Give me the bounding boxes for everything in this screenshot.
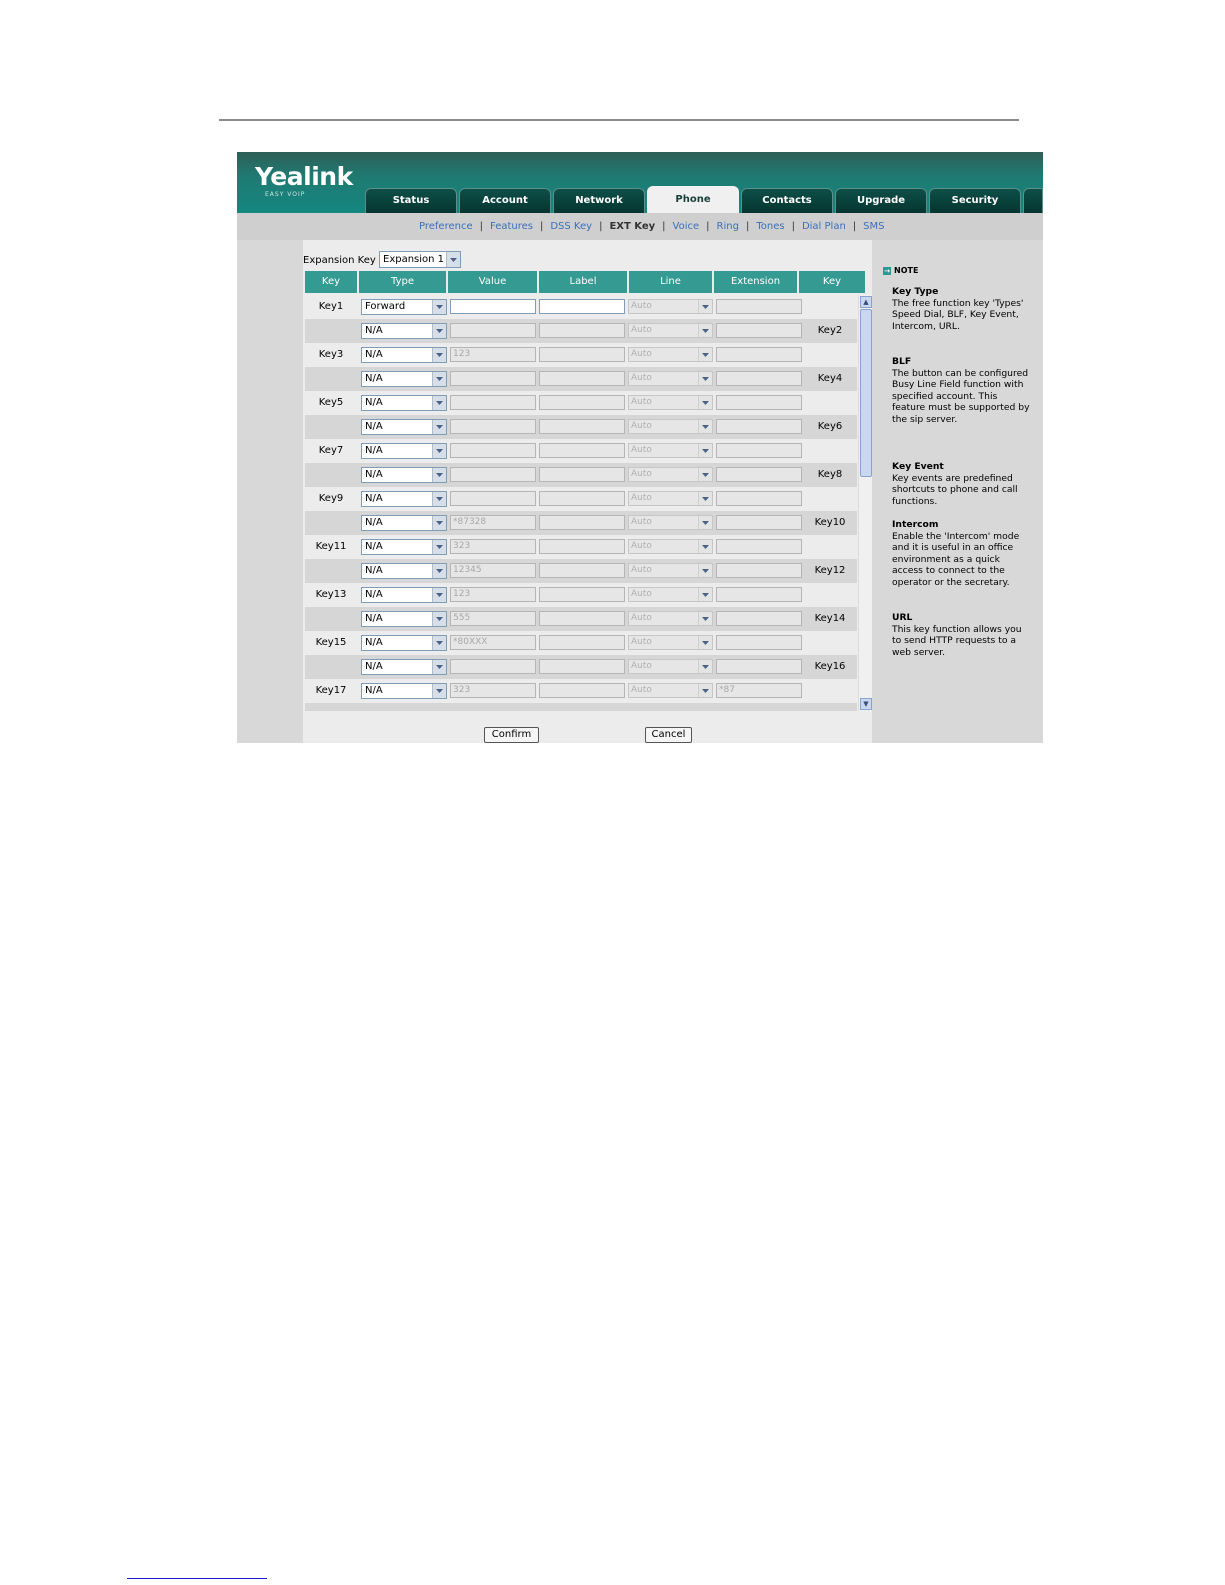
type-value: N/A: [365, 493, 383, 504]
label-field[interactable]: [539, 299, 625, 314]
line-value: Auto: [631, 685, 652, 695]
line-value: Auto: [631, 349, 652, 359]
subnav-dss-key[interactable]: DSS Key: [550, 221, 593, 232]
tab-contacts[interactable]: Contacts: [741, 188, 833, 213]
note-text: Enable the 'Intercom' mode and it is useful in an office environment as a quick access to connect to the operator or the secretary.: [892, 530, 1020, 588]
expansion-key-select[interactable]: [379, 251, 461, 268]
table-row: [305, 535, 857, 559]
value-field[interactable]: *87328: [450, 515, 536, 530]
extension-field[interactable]: [716, 491, 802, 506]
chevron-down-icon: [698, 588, 712, 601]
type-value: N/A: [365, 637, 383, 648]
extension-field[interactable]: [716, 515, 802, 530]
line-value: Auto: [631, 541, 652, 551]
subnav-ring[interactable]: Ring: [716, 221, 739, 232]
table-row: [305, 487, 857, 511]
line-select[interactable]: [628, 611, 713, 626]
tab-network[interactable]: Network: [553, 188, 645, 213]
chevron-down-icon: [698, 492, 712, 505]
type-value: N/A: [365, 325, 383, 336]
subnav-voice[interactable]: Voice: [672, 221, 700, 232]
type-select[interactable]: [361, 635, 447, 651]
value-field[interactable]: *80XXX: [450, 635, 536, 650]
key-table-body[interactable]: [305, 295, 857, 711]
note-title: Intercom: [892, 519, 939, 530]
type-select[interactable]: [361, 395, 447, 411]
ext-key-panel: [303, 240, 872, 743]
chevron-down-icon: [432, 540, 446, 554]
value-field[interactable]: [450, 299, 536, 314]
key-label: Key7: [318, 445, 344, 456]
note-title: BLF: [892, 356, 912, 367]
type-value: N/A: [365, 541, 383, 552]
note-text: Key events are predefined shortcuts to phone and call functions.: [892, 472, 1018, 507]
column-header-line: Line: [629, 271, 712, 293]
note-sidebar: [873, 240, 1043, 743]
table-row: [305, 391, 857, 415]
table-row: [305, 463, 857, 487]
label-field[interactable]: [539, 659, 625, 674]
type-value: N/A: [365, 517, 383, 528]
subnav-preference[interactable]: Preference: [419, 221, 473, 232]
key-label-right: Key12: [814, 565, 846, 576]
value-field[interactable]: [450, 395, 536, 410]
note-heading: [883, 266, 918, 275]
chevron-down-icon: [432, 660, 446, 674]
key-label-right: Key10: [814, 517, 846, 528]
line-value: Auto: [631, 565, 652, 575]
extension-field[interactable]: [716, 323, 802, 338]
line-select[interactable]: [628, 419, 713, 434]
note-heading-text: NOTE: [894, 266, 919, 275]
value-field[interactable]: [450, 467, 536, 482]
label-field[interactable]: [539, 467, 625, 482]
sub-navigation: Preference | Features | DSS Key | EXT Key | Voice | Ring | Tones | Dial Plan | SMS: [237, 213, 1043, 240]
table-row: [305, 367, 857, 391]
chevron-down-icon: [432, 468, 446, 482]
type-value: N/A: [365, 589, 383, 600]
tab-edge: [1023, 188, 1043, 213]
line-select[interactable]: [628, 323, 713, 338]
table-scrollbar[interactable]: [858, 295, 872, 711]
label-field[interactable]: [539, 419, 625, 434]
key-label: Key13: [315, 589, 347, 600]
line-value: Auto: [631, 445, 652, 455]
value-field[interactable]: 123: [450, 587, 536, 602]
chevron-down-icon: [432, 324, 446, 338]
type-select[interactable]: [361, 347, 447, 363]
type-value: N/A: [365, 445, 383, 456]
chevron-down-icon: [432, 420, 446, 434]
type-select[interactable]: [361, 683, 447, 699]
table-header: [305, 271, 865, 293]
chevron-down-icon: [698, 420, 712, 433]
note-icon: →: [884, 266, 890, 275]
key-label-right: Key2: [817, 325, 843, 336]
chevron-down-icon: [432, 588, 446, 602]
chevron-down-icon: [432, 516, 446, 530]
line-value: Auto: [631, 373, 652, 383]
extension-field[interactable]: [716, 347, 802, 362]
chevron-down-icon: [698, 396, 712, 409]
column-header-type: Type: [359, 271, 446, 293]
line-select[interactable]: [628, 683, 713, 698]
table-row: [305, 415, 857, 439]
key-label: Key15: [315, 637, 347, 648]
extension-field[interactable]: [716, 443, 802, 458]
line-value: Auto: [631, 421, 652, 431]
value-field[interactable]: 123: [450, 347, 536, 362]
type-select[interactable]: [361, 299, 447, 315]
expansion-key-value: Expansion 1: [383, 254, 445, 265]
chevron-down-icon: [432, 612, 446, 626]
key-label: Key9: [318, 493, 344, 504]
type-select[interactable]: [361, 515, 447, 531]
value-field[interactable]: 555: [450, 611, 536, 626]
type-value: N/A: [365, 565, 383, 576]
table-row: [305, 703, 857, 711]
value-field[interactable]: [450, 491, 536, 506]
type-value: N/A: [365, 469, 383, 480]
line-select[interactable]: [628, 371, 713, 386]
value-field[interactable]: 323: [450, 683, 536, 698]
extension-field[interactable]: [716, 395, 802, 410]
scroll-up-icon[interactable]: ▲: [860, 296, 872, 308]
table-row: [305, 343, 857, 367]
value-field[interactable]: [450, 371, 536, 386]
label-field[interactable]: [539, 539, 625, 554]
cancel-button[interactable]: Cancel: [645, 727, 692, 743]
type-select[interactable]: [361, 491, 447, 507]
page-top-rule: [219, 119, 1019, 121]
type-value: N/A: [365, 373, 383, 384]
value-field[interactable]: 323: [450, 539, 536, 554]
label-field[interactable]: [539, 635, 625, 650]
note-text: The free function key 'Types' Speed Dial, BLF, Key Event, Intercom, URL.: [892, 297, 1024, 332]
extension-field[interactable]: [716, 371, 802, 386]
logo-tagline: EASY VOIP: [265, 191, 306, 198]
type-select[interactable]: [361, 467, 447, 483]
note-text: This key function allows you to send HTTP requests to a web server.: [892, 623, 1022, 658]
line-value: Auto: [631, 517, 652, 527]
label-field[interactable]: [539, 491, 625, 506]
value-field[interactable]: [450, 443, 536, 458]
scroll-down-icon[interactable]: ▼: [860, 698, 872, 710]
line-select[interactable]: [628, 635, 713, 650]
note-title: Key Event: [892, 461, 944, 472]
line-select[interactable]: [628, 299, 713, 314]
table-row: [305, 607, 857, 631]
key-label: Key3: [318, 349, 344, 360]
column-header-label: Label: [539, 271, 627, 293]
note-url: [892, 612, 1032, 658]
label-field[interactable]: [539, 515, 625, 530]
type-value: N/A: [365, 685, 383, 696]
key-label: Key5: [318, 397, 344, 408]
line-value: Auto: [631, 589, 652, 599]
key-label-right: Key6: [817, 421, 843, 432]
line-value: Auto: [631, 637, 652, 647]
note-key-event: [892, 461, 1032, 507]
chevron-down-icon: [698, 660, 712, 673]
key-label-right: Key14: [814, 613, 846, 624]
column-header-extension: Extension: [714, 271, 797, 293]
chevron-down-icon: [432, 300, 446, 314]
note-title: URL: [892, 612, 913, 623]
extension-field[interactable]: [716, 467, 802, 482]
footer-link-underline: [127, 1578, 267, 1579]
note-title: Key Type: [892, 286, 939, 297]
line-value: Auto: [631, 301, 652, 311]
tab-status[interactable]: Status: [365, 188, 457, 213]
type-select[interactable]: [361, 419, 447, 435]
line-select[interactable]: [628, 491, 713, 506]
table-row: [305, 511, 857, 535]
label-field[interactable]: [539, 683, 625, 698]
type-value: Forward: [365, 301, 406, 312]
chevron-down-icon: [432, 564, 446, 578]
note-key-type: [892, 286, 1032, 332]
column-header-value: Value: [448, 271, 537, 293]
type-value: N/A: [365, 661, 383, 672]
chevron-down-icon: [432, 444, 446, 458]
table-row: [305, 655, 857, 679]
chevron-down-icon: [698, 564, 712, 577]
chevron-down-icon: [698, 612, 712, 625]
browser-screenshot: [237, 152, 1043, 743]
chevron-down-icon: [698, 324, 712, 337]
chevron-down-icon: [432, 396, 446, 410]
line-select[interactable]: [628, 539, 713, 554]
left-gutter: [237, 240, 303, 743]
line-value: Auto: [631, 613, 652, 623]
type-value: N/A: [365, 349, 383, 360]
chevron-down-icon: [432, 684, 446, 698]
type-select[interactable]: [361, 371, 447, 387]
note-blf: [892, 356, 1032, 426]
chevron-down-icon: [698, 516, 712, 529]
app-header: [237, 152, 1043, 213]
extension-field[interactable]: [716, 659, 802, 674]
chevron-down-icon: [446, 252, 460, 267]
subnav-tones[interactable]: Tones: [756, 221, 785, 232]
key-label-right: Key16: [814, 661, 846, 672]
extension-field[interactable]: [716, 299, 802, 314]
expansion-key-label: Expansion Key: [303, 255, 376, 266]
tab-phone[interactable]: Phone: [647, 186, 739, 213]
column-header-key: Key: [305, 271, 357, 293]
type-select[interactable]: [361, 539, 447, 555]
label-field[interactable]: [539, 347, 625, 362]
type-select[interactable]: [361, 587, 447, 603]
line-value: Auto: [631, 397, 652, 407]
chevron-down-icon: [432, 636, 446, 650]
extension-field[interactable]: [716, 635, 802, 650]
chevron-down-icon: [698, 372, 712, 385]
subnav-sms[interactable]: SMS: [863, 221, 885, 232]
tab-account[interactable]: Account: [459, 188, 551, 213]
extension-field[interactable]: [716, 419, 802, 434]
extension-field[interactable]: [716, 611, 802, 626]
chevron-down-icon: [698, 684, 712, 697]
line-select[interactable]: [628, 347, 713, 362]
line-select[interactable]: [628, 587, 713, 602]
value-field[interactable]: 12345: [450, 563, 536, 578]
type-select[interactable]: [361, 611, 447, 627]
key-label-right: Key8: [817, 469, 843, 480]
value-field[interactable]: [450, 419, 536, 434]
line-value: Auto: [631, 325, 652, 335]
label-field[interactable]: [539, 611, 625, 626]
scroll-thumb[interactable]: [860, 309, 872, 477]
line-select[interactable]: [628, 395, 713, 410]
line-select[interactable]: [628, 563, 713, 578]
type-select[interactable]: [361, 323, 447, 339]
table-row: [305, 295, 857, 319]
table-row: [305, 631, 857, 655]
confirm-button[interactable]: Confirm: [484, 727, 539, 743]
line-select[interactable]: [628, 515, 713, 530]
chevron-down-icon: [698, 540, 712, 553]
subnav-features[interactable]: Features: [489, 221, 533, 232]
type-value: N/A: [365, 421, 383, 432]
extension-field[interactable]: [716, 539, 802, 554]
chevron-down-icon: [698, 444, 712, 457]
label-field[interactable]: [539, 371, 625, 386]
main-tabs: [365, 188, 1043, 213]
line-value: Auto: [631, 661, 652, 671]
label-field[interactable]: [539, 443, 625, 458]
key-label: Key1: [318, 301, 344, 312]
key-label: Key11: [315, 541, 347, 552]
subnav-dial-plan[interactable]: Dial Plan: [801, 221, 846, 232]
type-value: N/A: [365, 613, 383, 624]
label-field[interactable]: [539, 587, 625, 602]
chevron-down-icon: [432, 348, 446, 362]
yealink-logo: Yealink: [255, 162, 353, 191]
type-select[interactable]: [361, 563, 447, 579]
label-field[interactable]: [539, 323, 625, 338]
label-field[interactable]: [539, 395, 625, 410]
chevron-down-icon: [432, 372, 446, 386]
chevron-down-icon: [698, 468, 712, 481]
value-field[interactable]: [450, 659, 536, 674]
table-row: [305, 559, 857, 583]
line-value: Auto: [631, 493, 652, 503]
table-row: [305, 679, 857, 703]
extension-field[interactable]: *87: [716, 683, 802, 698]
line-value: Auto: [631, 469, 652, 479]
tab-upgrade[interactable]: Upgrade: [835, 188, 927, 213]
note-intercom: [892, 519, 1032, 589]
chevron-down-icon: [698, 636, 712, 649]
table-row: [305, 319, 857, 343]
key-label-right: Key4: [817, 373, 843, 384]
subnav-ext-key[interactable]: EXT Key: [609, 221, 656, 232]
table-row: [305, 583, 857, 607]
label-field[interactable]: [539, 563, 625, 578]
table-row: [305, 439, 857, 463]
extension-field[interactable]: [716, 587, 802, 602]
type-select[interactable]: [361, 443, 447, 459]
line-select[interactable]: [628, 443, 713, 458]
chevron-down-icon: [432, 492, 446, 506]
tab-security[interactable]: Security: [929, 188, 1021, 213]
chevron-down-icon: [698, 348, 712, 361]
key-label: Key17: [315, 685, 347, 696]
type-select[interactable]: [361, 659, 447, 675]
chevron-down-icon: [698, 300, 712, 313]
note-text: The button can be configured Busy Line Field function with specified account. This feature must be supported by the sip server.: [892, 367, 1030, 425]
line-select[interactable]: [628, 659, 713, 674]
column-header-key-right: Key: [799, 271, 865, 293]
value-field[interactable]: [450, 323, 536, 338]
line-select[interactable]: [628, 467, 713, 482]
type-value: N/A: [365, 397, 383, 408]
extension-field[interactable]: [716, 563, 802, 578]
